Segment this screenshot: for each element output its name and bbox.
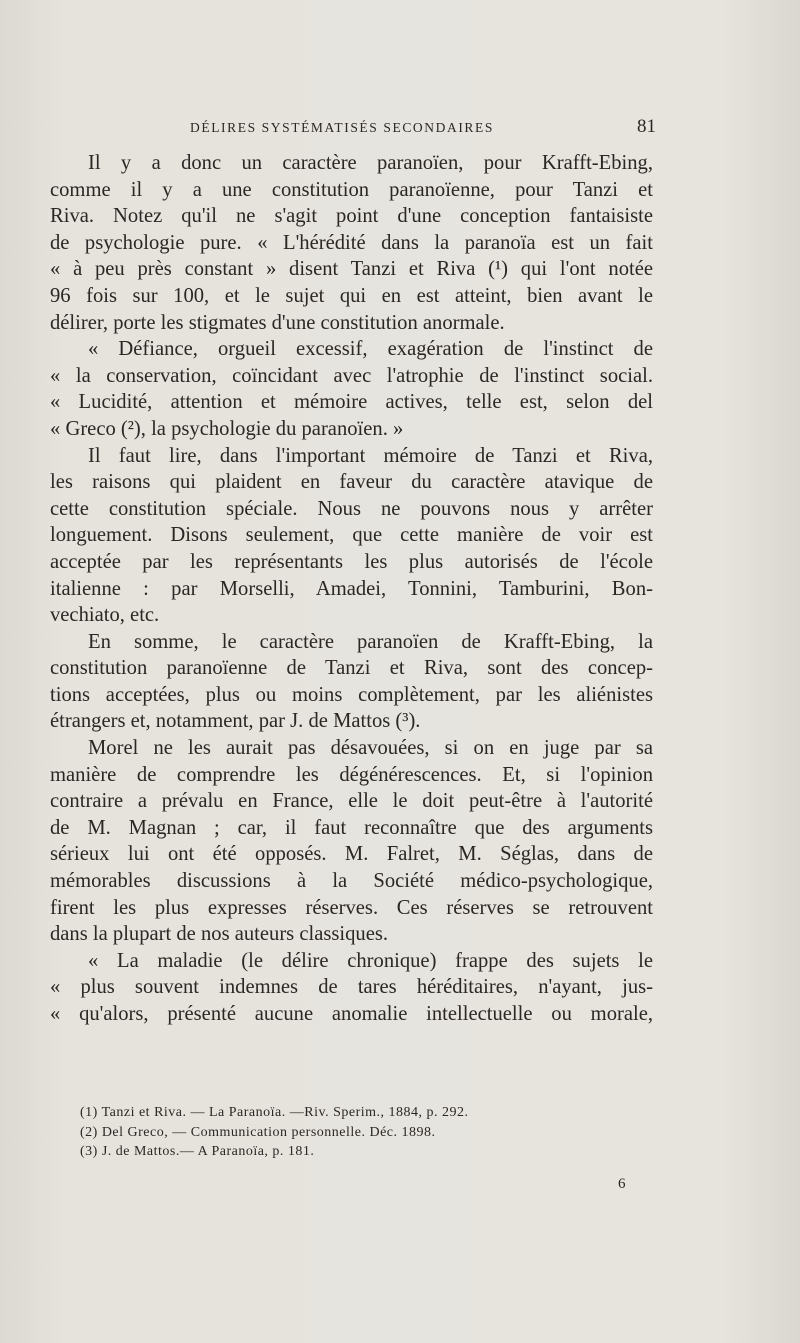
footnotes [80,1103,640,1162]
footnote: (2) Del Greco, — Communication personnelle. Déc. 1898. [80,1124,436,1140]
footnote: (3) J. de Mattos.— A Paranoïa, p. 181. [80,1144,315,1159]
text-line: firent les plus expresses réserves. Ces réserves se retrouvent [50,896,653,919]
text-line: acceptée par les représentants les plus autorisés de l'école [50,550,653,573]
text-line: 96 fois sur 100, et le sujet qui en est atteint, bien avant le [50,284,653,307]
text-line: de M. Magnan ; car, il faut reconnaître que des arguments [50,816,653,839]
text-line: « plus souvent indemnes de tares héréditaires, n'ayant, jus- [50,976,653,999]
text-line: « à peu près constant » disent Tanzi et Riva (¹) qui l'ont notée [50,258,653,281]
text-line: « Lucidité, attention et mémoire actives, telle est, selon del [50,391,653,414]
text-line: « la conservation, coïncidant avec l'atrophie de l'instinct social. [50,364,653,387]
text-line: En somme, le caractère paranoïen de Krafft-Ebing, la [88,630,653,653]
signature-mark: 6 [618,1176,626,1192]
text-line: Riva. Notez qu'il ne s'agit point d'une conception fantaisiste [50,205,653,228]
text-line: de psychologie pure. « L'hérédité dans la paranoïa est un fait [50,231,653,254]
page-header [190,116,660,144]
text-line: cette constitution spéciale. Nous ne pouvons nous y arrêter [50,497,653,520]
text-line: vechiato, etc. [50,604,160,627]
text-line: tions acceptées, plus ou moins complètement, par les aliénistes [50,683,653,706]
running-head: DÉLIRES SYSTÉMATISÉS SECONDAIRES [190,120,494,135]
text-line: dans la plupart de nos auteurs classiques. [50,923,388,946]
text-line: comme il y a une constitution paranoïenne, pour Tanzi et [50,178,653,201]
body-text [50,150,653,1028]
text-line: « La maladie (le délire chronique) frappe des sujets le [88,949,653,972]
text-line: mémorables discussions à la Société médico-psychologique, [50,870,653,893]
text-line: italienne : par Morselli, Amadei, Tonnini, Tamburini, Bon- [50,577,653,600]
text-line: délirer, porte les stigmates d'une constitution anormale. [50,311,505,334]
text-line: Il y a donc un caractère paranoïen, pour Krafft-Ebing, [88,152,653,174]
text-line: étrangers et, notamment, par J. de Mattos (³). [50,710,421,733]
text-line: « Greco (²), la psychologie du paranoïen. » [50,417,404,440]
footnote: (1) Tanzi et Riva. — La Paranoïa. —Riv. Sperim., 1884, p. 292. [80,1105,469,1120]
text-line: manière de comprendre les dégénérescences. Et, si l'opinion [50,763,653,786]
text-line: « qu'alors, présenté aucune anomalie intellectuelle ou morale, [50,1003,653,1025]
text-line: les raisons qui plaident en faveur du caractère atavique de [50,471,653,494]
text-line: constitution paranoïenne de Tanzi et Riva, sont des concep- [50,657,653,680]
text-line: Il faut lire, dans l'important mémoire de Tanzi et Riva, [88,444,653,467]
text-line: Morel ne les aurait pas désavouées, si on en juge par sa [88,737,653,760]
text-line: « Défiance, orgueil excessif, exagération de l'instinct de [88,338,653,361]
text-line: longuement. Disons seulement, que cette manière de voir est [50,524,653,547]
text-line: sérieux lui ont été opposés. M. Falret, M. Séglas, dans de [50,843,653,866]
page-number: 81 [637,116,656,137]
text-line: contraire a prévalu en France, elle le doit peut-être à l'autorité [50,790,653,813]
